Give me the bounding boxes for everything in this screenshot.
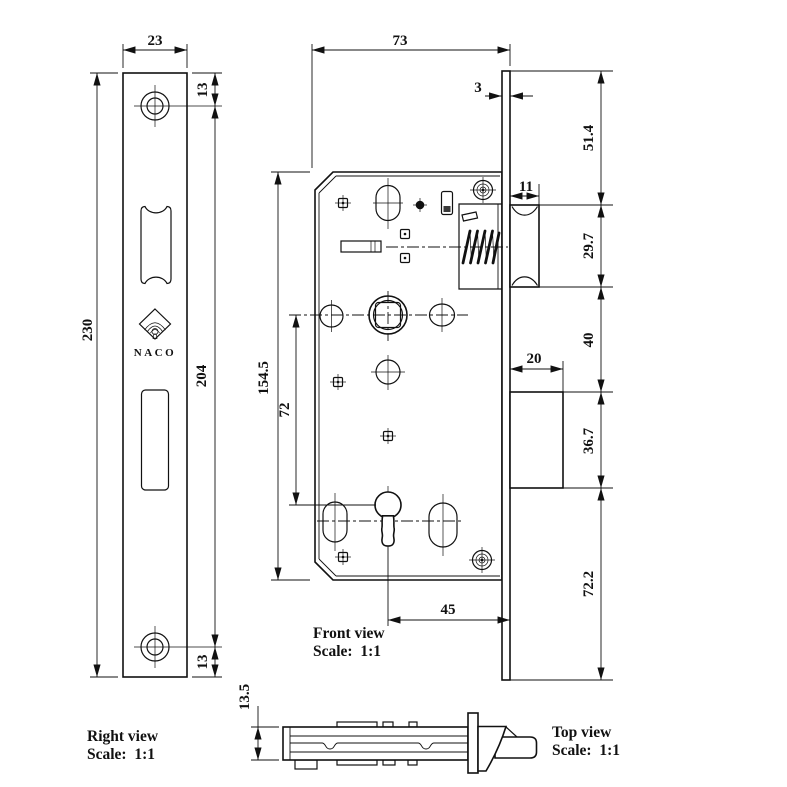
right-view-label — [87, 728, 159, 763]
right-view — [80, 33, 222, 763]
dim-case-thickness: 13.5 — [237, 683, 253, 711]
top-view-dimensions — [237, 684, 279, 760]
lock-body-outline — [315, 172, 502, 580]
dim-plate-height: 230 — [80, 318, 96, 342]
dim-top-to-latch: 51.4 — [581, 124, 597, 152]
right-view-scale: Scale: 1:1 — [87, 746, 156, 763]
dim-spindle-to-key: 72 — [277, 402, 293, 418]
dim-latch-to-bolt: 40 — [581, 332, 597, 348]
case-body-top — [283, 727, 468, 760]
latch-bolt-top — [478, 727, 537, 772]
forend-edge — [502, 71, 510, 680]
dim-bolt-height: 36.7 — [581, 427, 597, 455]
dim-bolt-throw: 20 — [526, 351, 542, 367]
latch-bolt — [510, 205, 539, 287]
faceplate-outline — [123, 73, 187, 677]
dim-bolt-to-bottom: 72.2 — [581, 570, 597, 598]
dim-latch-height: 29.7 — [581, 232, 597, 260]
front-view-label — [313, 625, 385, 660]
dim-plate-width: 23 — [147, 33, 163, 49]
forend-top — [468, 713, 478, 773]
dim-plate-thickness: 3 — [474, 80, 482, 96]
brand-text: NACO — [133, 347, 177, 359]
dim-latch-throw: 11 — [518, 179, 534, 195]
front-view — [256, 33, 613, 680]
top-view-title: Top view — [552, 724, 612, 741]
right-view-title: Right view — [87, 728, 159, 745]
front-view-title: Front view — [313, 625, 385, 642]
deadbolt — [510, 392, 563, 488]
front-view-scale: Scale: 1:1 — [313, 643, 382, 660]
dim-body-height: 154.5 — [256, 361, 272, 395]
top-view-label — [552, 724, 620, 759]
dim-hole-bottom: 13 — [195, 654, 211, 670]
dim-hole-top: 13 — [195, 82, 211, 98]
dim-backset: 45 — [440, 602, 456, 618]
top-view-scale: Scale: 1:1 — [552, 742, 621, 759]
dim-hole-span: 204 — [194, 364, 210, 388]
dim-body-width: 73 — [392, 33, 408, 49]
top-view — [237, 684, 620, 773]
